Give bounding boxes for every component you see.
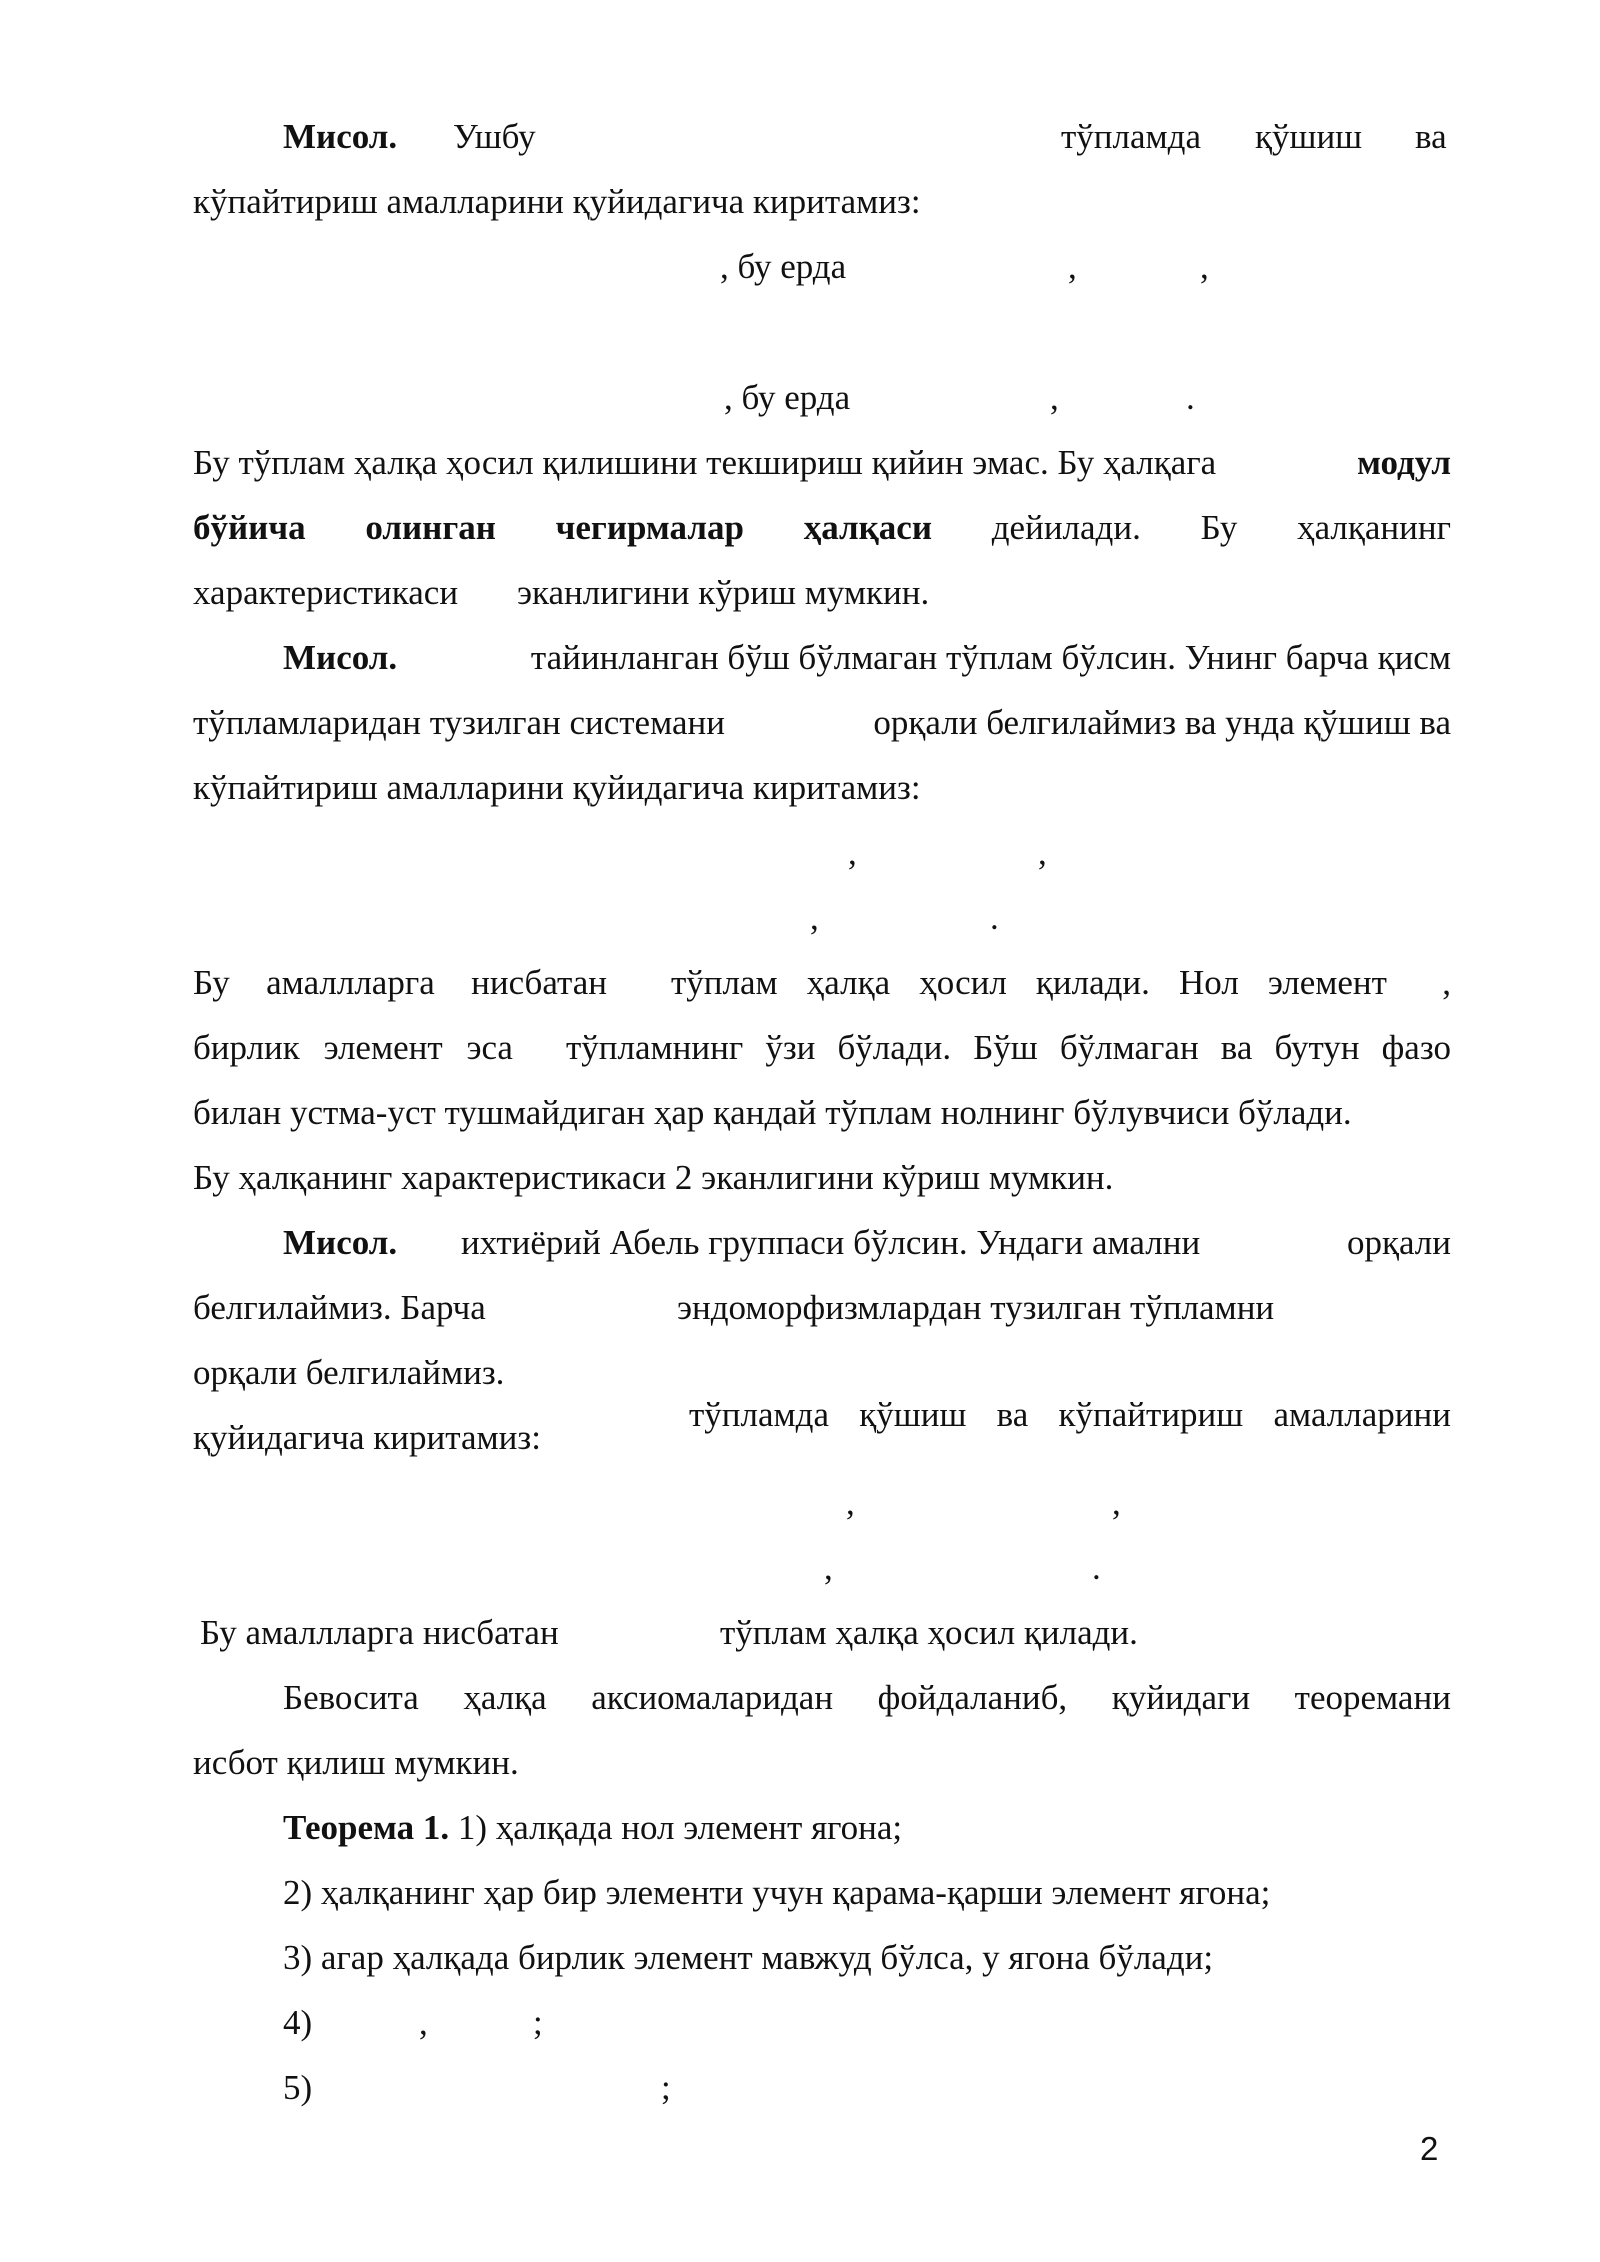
ex2-line1 bbox=[283, 637, 1451, 679]
ex3-l3-word: қўшиш bbox=[859, 1395, 967, 1434]
ex2-p-word: ҳосил bbox=[919, 963, 1007, 1002]
ex2-p-word: ва bbox=[1220, 1028, 1253, 1067]
ex2-p-word: эса bbox=[466, 1028, 513, 1067]
axioms-word: ҳалқа bbox=[463, 1678, 547, 1717]
ex1-p1-word: ҳалқанинг bbox=[1297, 508, 1451, 547]
example-label: Мисол. bbox=[283, 1223, 398, 1262]
ex1-p1-line3 bbox=[193, 572, 1451, 614]
ex3-l3-word: кўпайтириш bbox=[1058, 1395, 1244, 1434]
ex2-p-word: нисбатан bbox=[471, 963, 607, 1002]
ring-name-word: ҳалқаси bbox=[803, 508, 932, 547]
ex1-p1-text: Бу тўплам ҳалқа ҳосил қилишини текшириш қийин эмас. Бу ҳалқага bbox=[193, 443, 1217, 482]
ex2-p-word: бирлик bbox=[193, 1028, 300, 1067]
ex2-f1-c2: , bbox=[1038, 833, 1047, 872]
ex3-l3-word: ва bbox=[996, 1395, 1029, 1434]
ring-name-word: олинган bbox=[365, 508, 496, 547]
ex2-line2 bbox=[193, 702, 1451, 744]
ex2-p-word: элемент bbox=[1267, 963, 1387, 1002]
ex2-p-word: тўплам bbox=[671, 963, 778, 1002]
ex3-line2 bbox=[193, 1287, 1451, 1329]
ex1-l1-a: Ушбу bbox=[453, 117, 536, 156]
ex2-p-word: амаллларга bbox=[266, 963, 435, 1002]
ex1-p1-l3-b: эканлигини кўриш мумкин. bbox=[517, 573, 930, 612]
ex1-p1-word: дейилади. bbox=[991, 508, 1141, 547]
ex2-p-word: тўпламнинг bbox=[566, 1028, 744, 1067]
ex2-p-word: бўлмаган bbox=[1059, 1028, 1199, 1067]
ex2-p-word: фазо bbox=[1381, 1028, 1451, 1067]
ex2-p-comma: , bbox=[1442, 963, 1451, 1002]
theorem-item-5 bbox=[283, 2067, 783, 2109]
ex1-f1-text: , бу ерда bbox=[720, 247, 847, 286]
theorem-item-4 bbox=[283, 2002, 683, 2044]
ex1-p1-bold: модул bbox=[1357, 443, 1451, 482]
ex2-p-word: Бу bbox=[193, 963, 230, 1002]
ex1-l1-b: тўпламда bbox=[1061, 117, 1202, 156]
ex3-l2-a: белгилаймиз. Барча bbox=[193, 1288, 486, 1327]
ex1-f1-c2: , bbox=[1200, 247, 1209, 286]
ex3-l3-word: тўпламда bbox=[689, 1395, 830, 1434]
ex1-f2-dot: . bbox=[1186, 378, 1195, 417]
axioms-word: аксиомаларидан bbox=[591, 1678, 834, 1717]
ex2-p-word: Бўш bbox=[973, 1028, 1038, 1067]
theorem-item-2: 2) ҳалқанинг ҳар бир элементи учун қарама-қарши элемент ягона; bbox=[283, 1873, 1271, 1912]
ex1-f2-c1: , bbox=[1050, 378, 1059, 417]
item-4-number: 4) bbox=[283, 2003, 313, 2042]
example-label: Мисол. bbox=[283, 638, 398, 677]
ex2-f1-c1: , bbox=[848, 833, 857, 872]
ex3-f1-c2: , bbox=[1112, 1483, 1121, 1522]
ex3-p-b: тўплам ҳалқа ҳосил қилади. bbox=[720, 1613, 1138, 1652]
ex3-line4: қуйидагича киритамиз: bbox=[193, 1418, 541, 1457]
ex1-f1-c1: , bbox=[1068, 247, 1077, 286]
item-4-semicolon: ; bbox=[533, 2003, 543, 2042]
ex1-l1-d: ва bbox=[1415, 117, 1447, 156]
ex1-p1-line1 bbox=[193, 442, 1451, 484]
ex2-line3: кўпайтириш амалларини қуйидагича киритамиз: bbox=[193, 768, 921, 807]
ex1-p1-line2 bbox=[193, 507, 1451, 549]
ex2-l2-a: тўпламларидан тузилган системани bbox=[193, 703, 725, 742]
ex3-line1 bbox=[283, 1222, 1451, 1264]
ex3-l3-word: амалларини bbox=[1273, 1395, 1451, 1434]
ex3-f2-dot: . bbox=[1092, 1548, 1101, 1587]
ex3-l3-a: орқали белгилаймиз. bbox=[193, 1353, 505, 1392]
example-label: Мисол. bbox=[283, 117, 398, 156]
ex2-p-word: ўзи bbox=[765, 1028, 816, 1067]
theorem-item-1: 1) ҳалқада нол элемент ягона; bbox=[457, 1808, 903, 1847]
axioms-line2: исбот қилиш мумкин. bbox=[193, 1743, 519, 1782]
page-number: 2 bbox=[1420, 2130, 1439, 2167]
ex2-f2-dot: . bbox=[990, 898, 999, 937]
theorem-item-3: 3) агар ҳалқада бирлик элемент мавжуд бўлса, у ягона бўлади; bbox=[283, 1938, 1214, 1977]
ex2-p-word: Нол bbox=[1179, 963, 1239, 1002]
ex3-p-a: Бу амаллларга нисбатан bbox=[200, 1613, 559, 1652]
ex3-l2-b: эндоморфизмлардан тузилган тўпламни bbox=[677, 1288, 1275, 1327]
ex2-f2-c1: , bbox=[810, 898, 819, 937]
ex1-line2: кўпайтириш амалларини қуйидагича киритамиз: bbox=[193, 182, 921, 221]
ex2-p-word: қилади. bbox=[1035, 963, 1150, 1002]
axioms-word: фойдаланиб, bbox=[877, 1678, 1068, 1717]
ex3-line3 bbox=[193, 1352, 1451, 1434]
ex1-p1-l3-a: характеристикаси bbox=[193, 573, 459, 612]
ex3-f2-c1: , bbox=[824, 1548, 833, 1587]
ex3-p-line bbox=[200, 1612, 1451, 1654]
axioms-line1 bbox=[283, 1677, 1451, 1719]
axioms-word: теоремани bbox=[1294, 1678, 1451, 1717]
item-5-semicolon: ; bbox=[661, 2068, 671, 2107]
ex3-f1-c1: , bbox=[846, 1483, 855, 1522]
ex1-l1-c: қўшиш bbox=[1255, 117, 1363, 156]
ex2-p-word: бутун bbox=[1274, 1028, 1360, 1067]
ex2-p-line3: билан устма-уст тушмайдиган ҳар қандай тўплам нолнинг бўлувчиси бўлади. bbox=[193, 1093, 1352, 1132]
ex2-l2-b: орқали белгилаймиз ва унда қўшиш ва bbox=[873, 703, 1451, 742]
ex3-l1-b: орқали bbox=[1346, 1223, 1451, 1262]
item-5-number: 5) bbox=[283, 2068, 313, 2107]
theorem-label: Теорема 1. bbox=[283, 1808, 450, 1847]
ex2-l1-text: тайинланган бўш бўлмаган тўплам бўлсин. Унинг барча қисм bbox=[530, 638, 1451, 677]
ex2-p-word: бўлади. bbox=[837, 1028, 952, 1067]
ex2-p-line4: Бу ҳалқанинг характеристикаси 2 эканлигини кўриш мумкин. bbox=[193, 1158, 1114, 1197]
ex3-l1-a: ихтиёрий Абель группаси бўлсин. Ундаги амални bbox=[461, 1223, 1201, 1262]
ex2-p-word: элемент bbox=[323, 1028, 443, 1067]
ring-name-word: чегирмалар bbox=[555, 508, 744, 547]
ex1-p1-word: Бу bbox=[1200, 508, 1238, 547]
ex2-p-word: ҳалқа bbox=[806, 963, 891, 1002]
item-4-comma: , bbox=[419, 2003, 428, 2042]
ring-name-word: бўйича bbox=[193, 508, 306, 547]
theorem-line1 bbox=[283, 1807, 902, 1849]
axioms-word: қуйидаги bbox=[1111, 1678, 1251, 1717]
ex1-f2-text: , бу ерда bbox=[724, 378, 851, 417]
ex1-line1 bbox=[283, 116, 1451, 158]
axioms-word: Бевосита bbox=[283, 1678, 419, 1717]
